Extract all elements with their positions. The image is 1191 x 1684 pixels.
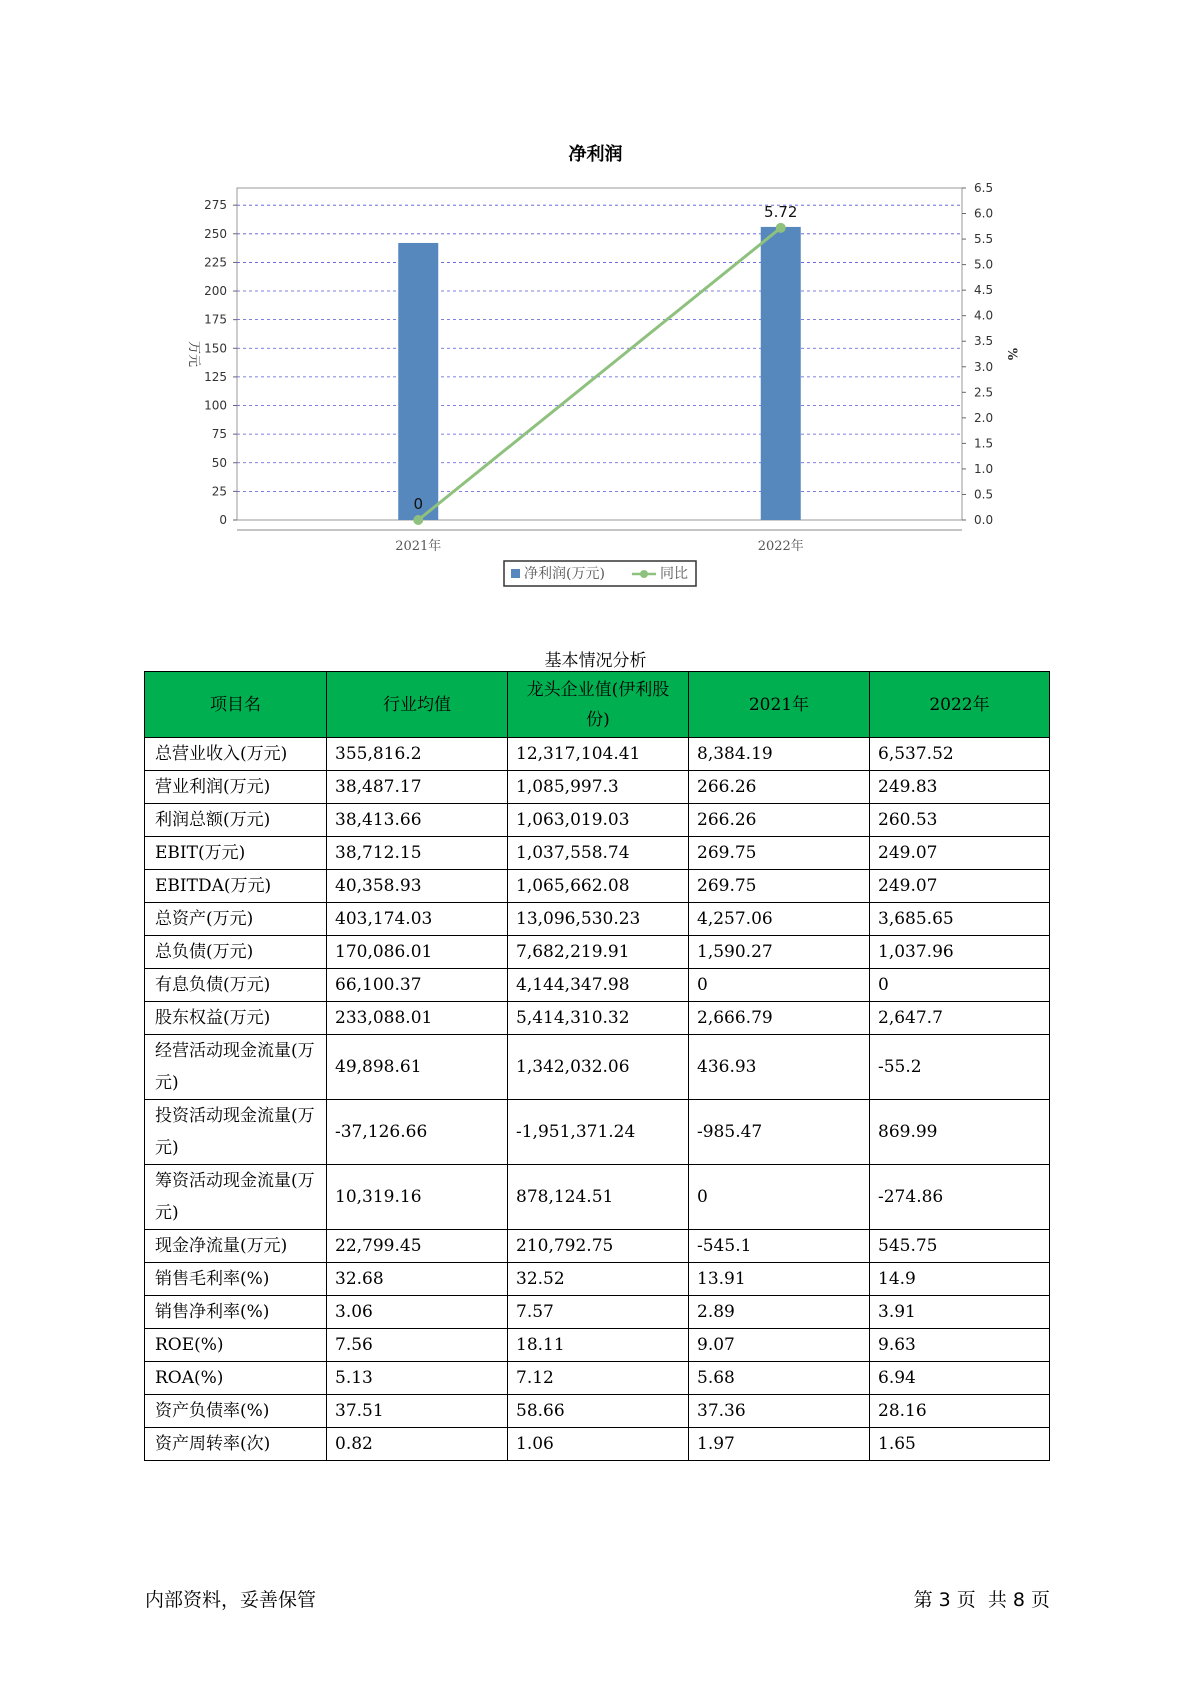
table-row bbox=[145, 738, 1050, 771]
y-tick-label: 100 bbox=[204, 398, 227, 413]
table-cell: 4,257.06 bbox=[689, 903, 870, 936]
table-row bbox=[145, 969, 1050, 1002]
y-tick-label: 150 bbox=[204, 341, 227, 356]
table-cell: 1,065,662.08 bbox=[508, 870, 689, 903]
table-header-row bbox=[145, 672, 1050, 738]
bar bbox=[761, 227, 801, 520]
row-label: 销售毛利率(%) bbox=[145, 1263, 327, 1296]
table-cell: 2.89 bbox=[689, 1296, 870, 1329]
table-cell: 266.26 bbox=[689, 804, 870, 837]
footer-page-number: 第 3 页 共 8 页 bbox=[913, 1589, 1050, 1611]
table-row bbox=[145, 903, 1050, 936]
row-label: 投资活动现金流量(万元) bbox=[145, 1100, 327, 1165]
header-2021: 2021年 bbox=[689, 672, 870, 738]
table-cell: 0 bbox=[689, 1165, 870, 1230]
table-row bbox=[145, 870, 1050, 903]
table-cell: 170,086.01 bbox=[327, 936, 508, 969]
table-row bbox=[145, 1165, 1050, 1230]
table-cell: 7,682,219.91 bbox=[508, 936, 689, 969]
y2-tick-label: 3.0 bbox=[974, 359, 994, 374]
y2-tick-label: 2.0 bbox=[974, 410, 994, 425]
table-row bbox=[145, 1002, 1050, 1035]
table-row bbox=[145, 1362, 1050, 1395]
row-label: EBIT(万元) bbox=[145, 837, 327, 870]
y-axis-label: 万元 bbox=[186, 340, 201, 368]
y2-tick-label: 5.5 bbox=[974, 232, 994, 247]
footer-confidential: 内部资料，妥善保管 bbox=[145, 1589, 317, 1611]
header-industry-avg: 行业均值 bbox=[327, 672, 508, 738]
table-cell: 38,712.15 bbox=[327, 837, 508, 870]
table-cell: 6.94 bbox=[870, 1362, 1050, 1395]
table-row bbox=[145, 771, 1050, 804]
y2-tick-label: 4.0 bbox=[974, 308, 994, 323]
table-cell: 869.99 bbox=[870, 1100, 1050, 1165]
y2-axis-label: % bbox=[1004, 347, 1019, 361]
table-cell: 3.91 bbox=[870, 1296, 1050, 1329]
table-cell: -37,126.66 bbox=[327, 1100, 508, 1165]
table-cell: 269.75 bbox=[689, 870, 870, 903]
table-cell: 1.65 bbox=[870, 1428, 1050, 1461]
table-row bbox=[145, 1395, 1050, 1428]
y2-tick-label: 1.0 bbox=[974, 461, 994, 476]
table-cell: 7.56 bbox=[327, 1329, 508, 1362]
table-row bbox=[145, 1428, 1050, 1461]
table-cell: 37.51 bbox=[327, 1395, 508, 1428]
row-label: 营业利润(万元) bbox=[145, 771, 327, 804]
y2-tick-label: 3.5 bbox=[974, 334, 994, 349]
table-row bbox=[145, 1100, 1050, 1165]
table-cell: 13,096,530.23 bbox=[508, 903, 689, 936]
table-cell: 1,037,558.74 bbox=[508, 837, 689, 870]
table-cell: 22,799.45 bbox=[327, 1230, 508, 1263]
table-cell: 1,590.27 bbox=[689, 936, 870, 969]
table-cell: 0.82 bbox=[327, 1428, 508, 1461]
table-row bbox=[145, 837, 1050, 870]
row-label: 筹资活动现金流量(万元) bbox=[145, 1165, 327, 1230]
table-cell: 49,898.61 bbox=[327, 1035, 508, 1100]
y2-tick-label: 1.5 bbox=[974, 436, 994, 451]
chart-title: 净利润 bbox=[568, 144, 623, 165]
table-cell: 233,088.01 bbox=[327, 1002, 508, 1035]
y-tick-label: 250 bbox=[204, 226, 227, 241]
legend-marker bbox=[640, 570, 648, 578]
y-tick-label: 275 bbox=[204, 198, 227, 213]
table-cell: 38,487.17 bbox=[327, 771, 508, 804]
table-cell: -1,951,371.24 bbox=[508, 1100, 689, 1165]
row-label: 利润总额(万元) bbox=[145, 804, 327, 837]
table-cell: 1.06 bbox=[508, 1428, 689, 1461]
data-label: 5.72 bbox=[764, 202, 798, 221]
y-tick-label: 25 bbox=[211, 484, 227, 499]
table-cell: 2,666.79 bbox=[689, 1002, 870, 1035]
table-cell: 0 bbox=[870, 969, 1050, 1002]
row-label: 有息负债(万元) bbox=[145, 969, 327, 1002]
table-cell: 1,085,997.3 bbox=[508, 771, 689, 804]
legend-swatch-bar bbox=[511, 569, 520, 578]
header-item: 项目名 bbox=[145, 672, 327, 738]
table-cell: -545.1 bbox=[689, 1230, 870, 1263]
row-label: 资产周转率(次) bbox=[145, 1428, 327, 1461]
table-cell: 32.68 bbox=[327, 1263, 508, 1296]
table-cell: 1,037.96 bbox=[870, 936, 1050, 969]
table-cell: 8,384.19 bbox=[689, 738, 870, 771]
row-label: 股东权益(万元) bbox=[145, 1002, 327, 1035]
y-tick-label: 200 bbox=[204, 284, 227, 299]
table-row bbox=[145, 804, 1050, 837]
y2-tick-label: 6.0 bbox=[974, 206, 994, 221]
x-tick-label: 2021年 bbox=[395, 539, 442, 554]
table-cell: 13.91 bbox=[689, 1263, 870, 1296]
table-row bbox=[145, 1296, 1050, 1329]
table-cell: -274.86 bbox=[870, 1165, 1050, 1230]
header-leader: 龙头企业值(伊利股份) bbox=[508, 672, 689, 738]
table-cell: 436.93 bbox=[689, 1035, 870, 1100]
table-cell: 1,063,019.03 bbox=[508, 804, 689, 837]
table-cell: 7.12 bbox=[508, 1362, 689, 1395]
table-cell: 1,342,032.06 bbox=[508, 1035, 689, 1100]
table-cell: 5,414,310.32 bbox=[508, 1002, 689, 1035]
table-cell: 32.52 bbox=[508, 1263, 689, 1296]
table-cell: 5.13 bbox=[327, 1362, 508, 1395]
table-cell: 0 bbox=[689, 969, 870, 1002]
row-label: 资产负债率(%) bbox=[145, 1395, 327, 1428]
table-cell: -55.2 bbox=[870, 1035, 1050, 1100]
table-cell: 249.07 bbox=[870, 870, 1050, 903]
table-cell: 5.68 bbox=[689, 1362, 870, 1395]
row-label: 现金净流量(万元) bbox=[145, 1230, 327, 1263]
table-cell: 66,100.37 bbox=[327, 969, 508, 1002]
y2-tick-label: 5.0 bbox=[974, 257, 994, 272]
y2-tick-label: 4.5 bbox=[974, 283, 994, 298]
line-point bbox=[776, 223, 786, 233]
table-row bbox=[145, 1263, 1050, 1296]
row-label: 总资产(万元) bbox=[145, 903, 327, 936]
table-row bbox=[145, 1230, 1050, 1263]
table-cell: 9.07 bbox=[689, 1329, 870, 1362]
table-cell: 9.63 bbox=[870, 1329, 1050, 1362]
y2-tick-label: 0.5 bbox=[974, 487, 994, 502]
table-cell: 10,319.16 bbox=[327, 1165, 508, 1230]
table-cell: 6,537.52 bbox=[870, 738, 1050, 771]
y-tick-label: 75 bbox=[211, 427, 227, 442]
plot-area bbox=[237, 188, 962, 520]
table-cell: 38,413.66 bbox=[327, 804, 508, 837]
table-cell: 37.36 bbox=[689, 1395, 870, 1428]
row-label: 经营活动现金流量(万元) bbox=[145, 1035, 327, 1100]
x-tick-label: 2022年 bbox=[757, 539, 804, 554]
table-cell: 28.16 bbox=[870, 1395, 1050, 1428]
row-label: EBITDA(万元) bbox=[145, 870, 327, 903]
table-cell: 260.53 bbox=[870, 804, 1050, 837]
y2-tick-label: 2.5 bbox=[974, 385, 994, 400]
legend-label-line: 同比 bbox=[660, 566, 688, 582]
bar bbox=[398, 243, 438, 520]
table-cell: 2,647.7 bbox=[870, 1002, 1050, 1035]
y2-tick-label: 0.0 bbox=[974, 513, 994, 527]
table-cell: 7.57 bbox=[508, 1296, 689, 1329]
table-cell: 210,792.75 bbox=[508, 1230, 689, 1263]
row-label: ROA(%) bbox=[145, 1362, 327, 1395]
net-profit-chart bbox=[0, 0, 1191, 600]
table-row bbox=[145, 936, 1050, 969]
table-cell: 545.75 bbox=[870, 1230, 1050, 1263]
table-cell: 40,358.93 bbox=[327, 870, 508, 903]
table-cell: 12,317,104.41 bbox=[508, 738, 689, 771]
row-label: 总负债(万元) bbox=[145, 936, 327, 969]
table-cell: 1.97 bbox=[689, 1428, 870, 1461]
row-label: ROE(%) bbox=[145, 1329, 327, 1362]
table-cell: 249.07 bbox=[870, 837, 1050, 870]
data-label: 0 bbox=[413, 495, 424, 513]
table-cell: 403,174.03 bbox=[327, 903, 508, 936]
y-tick-label: 175 bbox=[204, 312, 227, 327]
y2-tick-label: 6.5 bbox=[974, 181, 994, 195]
header-2022: 2022年 bbox=[870, 672, 1050, 738]
table-cell: 249.83 bbox=[870, 771, 1050, 804]
table-row bbox=[145, 1329, 1050, 1362]
table-cell: -985.47 bbox=[689, 1100, 870, 1165]
table-cell: 14.9 bbox=[870, 1263, 1050, 1296]
table-cell: 878,124.51 bbox=[508, 1165, 689, 1230]
basic-analysis-table bbox=[144, 671, 1050, 1461]
y-tick-label: 0 bbox=[219, 513, 227, 527]
table-cell: 58.66 bbox=[508, 1395, 689, 1428]
table-cell: 355,816.2 bbox=[327, 738, 508, 771]
table-cell: 269.75 bbox=[689, 837, 870, 870]
table-caption: 基本情况分析 bbox=[544, 651, 647, 671]
legend-label-bar: 净利润(万元) bbox=[524, 566, 605, 582]
table-cell: 18.11 bbox=[508, 1329, 689, 1362]
row-label: 总营业收入(万元) bbox=[145, 738, 327, 771]
y-tick-label: 50 bbox=[211, 455, 227, 470]
line-point bbox=[413, 515, 423, 525]
y-tick-label: 225 bbox=[204, 255, 227, 270]
table-cell: 3.06 bbox=[327, 1296, 508, 1329]
table-cell: 4,144,347.98 bbox=[508, 969, 689, 1002]
table-row bbox=[145, 1035, 1050, 1100]
table-cell: 3,685.65 bbox=[870, 903, 1050, 936]
table-cell: 266.26 bbox=[689, 771, 870, 804]
y-tick-label: 125 bbox=[204, 369, 227, 384]
row-label: 销售净利率(%) bbox=[145, 1296, 327, 1329]
